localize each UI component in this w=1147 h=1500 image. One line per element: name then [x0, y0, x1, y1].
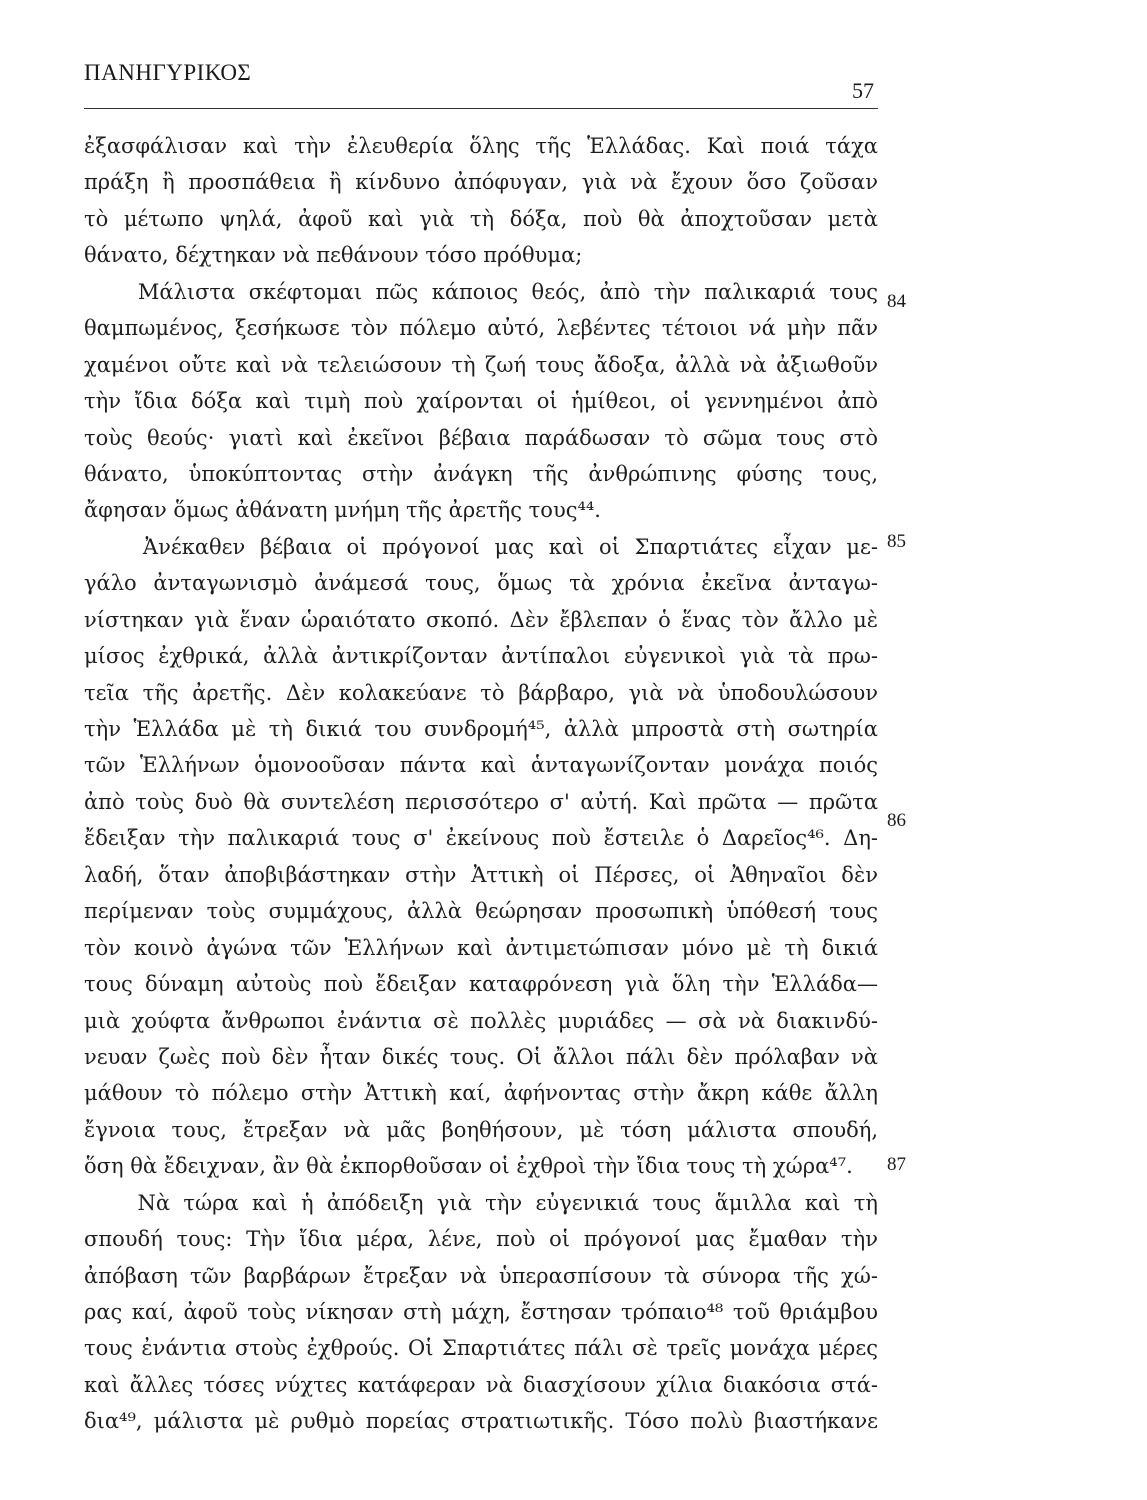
text-line: δια⁴⁹, μάλιστα μὲ ρυθμὸ πορείας στρατιωτικῆς. Τόσο πολὺ βιαστήκανε	[84, 1409, 878, 1434]
text-line: νευαν ζωὲς ποὺ δὲν ἦταν δικές τους. Οἱ ἄλλοι πάλι δὲν πρόλαβαν νὰ	[84, 1044, 878, 1069]
text-line: μίσος ἐχθρικά, ἀλλὰ ἀντικρίζονταν ἀντίπαλοι εὐγενικοὶ γιὰ τὰ πρω-	[84, 644, 878, 669]
text-line: τὸν κοινὸ ἀγώνα τῶν Ἑλλήνων καὶ ἀντιμετώπισαν μόνο μὲ τὴ δικιά	[84, 935, 878, 960]
text-line: Ἀνέκαθεν βέβαια οἱ πρόγονοί μας καὶ οἱ Σπαρτιάτες εἶχαν με-	[84, 534, 878, 559]
margin-section-number: 85	[887, 531, 906, 552]
text-line: τῶν Ἑλλήνων ὁμονοοῦσαν πάντα καὶ ἁνταγωνίζονταν μονάχα ποιός	[84, 753, 878, 778]
margin-section-number: 84	[887, 291, 906, 312]
margin-section-number: 87	[887, 1154, 906, 1175]
text-line: θάνατο, ὑποκύπτοντας στὴν ἀνάγκη τῆς ἀνθρώπινης φύσης τους,	[84, 461, 878, 486]
text-line: ἔγνοια τους, ἔτρεξαν νὰ μᾶς βοηθήσουν, μὲ τόση μάλιστα σπουδή,	[84, 1117, 878, 1142]
text-line: ἐξασφάλισαν καὶ τὴν ἐλευθερία ὅλης τῆς Ἑλλάδας. Καὶ ποιά τάχα	[84, 134, 878, 158]
text-line: τεῖα τῆς ἀρετῆς. Δὲν κολακεύανε τὸ βάρβαρο, γιὰ νὰ ὑποδουλώσουν	[84, 680, 878, 705]
text-line: τὴν Ἑλλάδα μὲ τὴ δικιά του συνδρομή⁴⁵, ἀλλὰ μπροστὰ στὴ σωτηρία	[84, 717, 878, 741]
page-number: 57	[852, 78, 874, 103]
text-line: περίμεναν τοὺς συμμάχους, ἀλλὰ θεώρησαν προσωπικὴ ὑπόθεσή τους	[84, 899, 878, 924]
text-line: σπουδή τους: Τὴν ἴδια μέρα, λένε, ποὺ οἱ πρόγονοί μας ἔμαθαν τὴν	[84, 1227, 878, 1252]
text-line: τους δύναμη αὐτοὺς ποὺ ἔδειξαν καταφρόνεση γιὰ ὅλη τὴν Ἑλλάδα—	[84, 972, 878, 997]
text-line: ἀπὸ τοὺς δυὸ θὰ συντελέση περισσότερο σ' αὐτή. Καὶ πρῶτα — πρῶτα	[84, 789, 878, 814]
text-line: μάθουν τὸ πόλεμο στὴν Ἀττικὴ καί, ἀφήνοντας στὴν ἄκρη κάθε ἄλλη	[84, 1081, 878, 1106]
header-rule	[84, 108, 878, 109]
text-line: θαμπωμένος, ξεσήκωσε τὸν πόλεμο αὐτό, λεβέντες τέτοιοι νά μὴν πᾶν	[84, 316, 878, 341]
text-line: ὅση θὰ ἔδειχναν, ἂν θὰ ἐκπορθοῦσαν οἱ ἐχθροὶ τὴν ἴδια τους τὴ χώρα⁴⁷.	[84, 1154, 853, 1179]
text-line: Μάλιστα σκέφτομαι πῶς κάποιος θεός, ἀπὸ τὴν παλικαριά τους	[84, 279, 878, 304]
text-line: Νὰ τώρα καὶ ἡ ἀπόδειξη γιὰ τὴν εὐγενικιά τους ἅμιλλα καὶ τὴ	[84, 1190, 878, 1215]
text-line: τὴν ἴδια δόξα καὶ τιμὴ ποὺ χαίρονται οἱ ἡμίθεοι, οἱ γεννημένοι ἀπὸ	[84, 389, 878, 414]
text-line: νίστηκαν γιὰ ἕναν ὡραιότατο σκοπό. Δὲν ἔβλεπαν ὁ ἕνας τὸν ἄλλο μὲ	[84, 607, 878, 632]
text-line: ρας καί, ἀφοῦ τοὺς νίκησαν στὴ μάχη, ἔστησαν τρόπαιο⁴⁸ τοῦ θριάμβου	[84, 1300, 878, 1324]
text-line: ἀπόβαση τῶν βαρβάρων ἔτρεξαν νὰ ὑπερασπίσουν τὰ σύνορα τῆς χώ-	[84, 1263, 878, 1288]
body-text	[84, 128, 878, 1440]
text-line: ἔδειξαν τὴν παλικαριά τους σ' ἐκείνους ποὺ ἔστειλε ὁ Δαρεῖος⁴⁶. Δη-	[84, 826, 878, 851]
text-line: λαδή, ὅταν ἀποβιβάστηκαν στὴν Ἀττικὴ οἱ Πέρσες, οἱ Ἀθηναῖοι δὲν	[84, 862, 878, 887]
text-line: τους ἐνάντια στοὺς ἐχθρούς. Οἱ Σπαρτιάτες πάλι σὲ τρεῖς μονάχα μέρες	[84, 1336, 878, 1361]
text-line: γάλο ἀνταγωνισμὸ ἀνάμεσά τους, ὅμως τὰ χρόνια ἐκεῖνα ἀνταγω-	[84, 571, 878, 596]
margin-section-number: 86	[887, 810, 906, 831]
text-line: μιὰ χούφτα ἄνθρωποι ἐνάντια σὲ πολλὲς μυριάδες — σὰ νὰ διακινδύ-	[84, 1008, 878, 1033]
text-line: τὸ μέτωπο ψηλά, ἀφοῦ καὶ γιὰ τὴ δόξα, ποὺ θὰ ἀποχτοῦσαν μετὰ	[84, 206, 878, 231]
text-line: καὶ ἄλλες τόσες νύχτες κατάφεραν νὰ διασχίσουν χίλια διακόσια στά-	[84, 1372, 878, 1397]
text-line: τοὺς θεούς· γιατὶ καὶ ἐκεῖνοι βέβαια παράδωσαν τὸ σῶμα τους στὸ	[84, 425, 878, 450]
text-line: χαμένοι οὔτε καὶ νὰ τελειώσουν τὴ ζωή τους ἄδοξα, ἀλλὰ νὰ ἀξιωθοῦν	[84, 352, 878, 377]
text-line: θάνατο, δέχτηκαν νὰ πεθάνουν τόσο πρόθυμα;	[84, 243, 583, 268]
text-line: πράξη ἢ προσπάθεια ἢ κίνδυνο ἀπόφυγαν, γιὰ νὰ ἔχουν ὅσο ζοῦσαν	[84, 170, 878, 195]
running-title: ΠΑΝΗΓΥΡΙΚΟΣ	[84, 60, 252, 85]
text-line: ἄφησαν ὅμως ἀθάνατη μνήμη τῆς ἀρετῆς τους⁴⁴.	[84, 498, 601, 523]
